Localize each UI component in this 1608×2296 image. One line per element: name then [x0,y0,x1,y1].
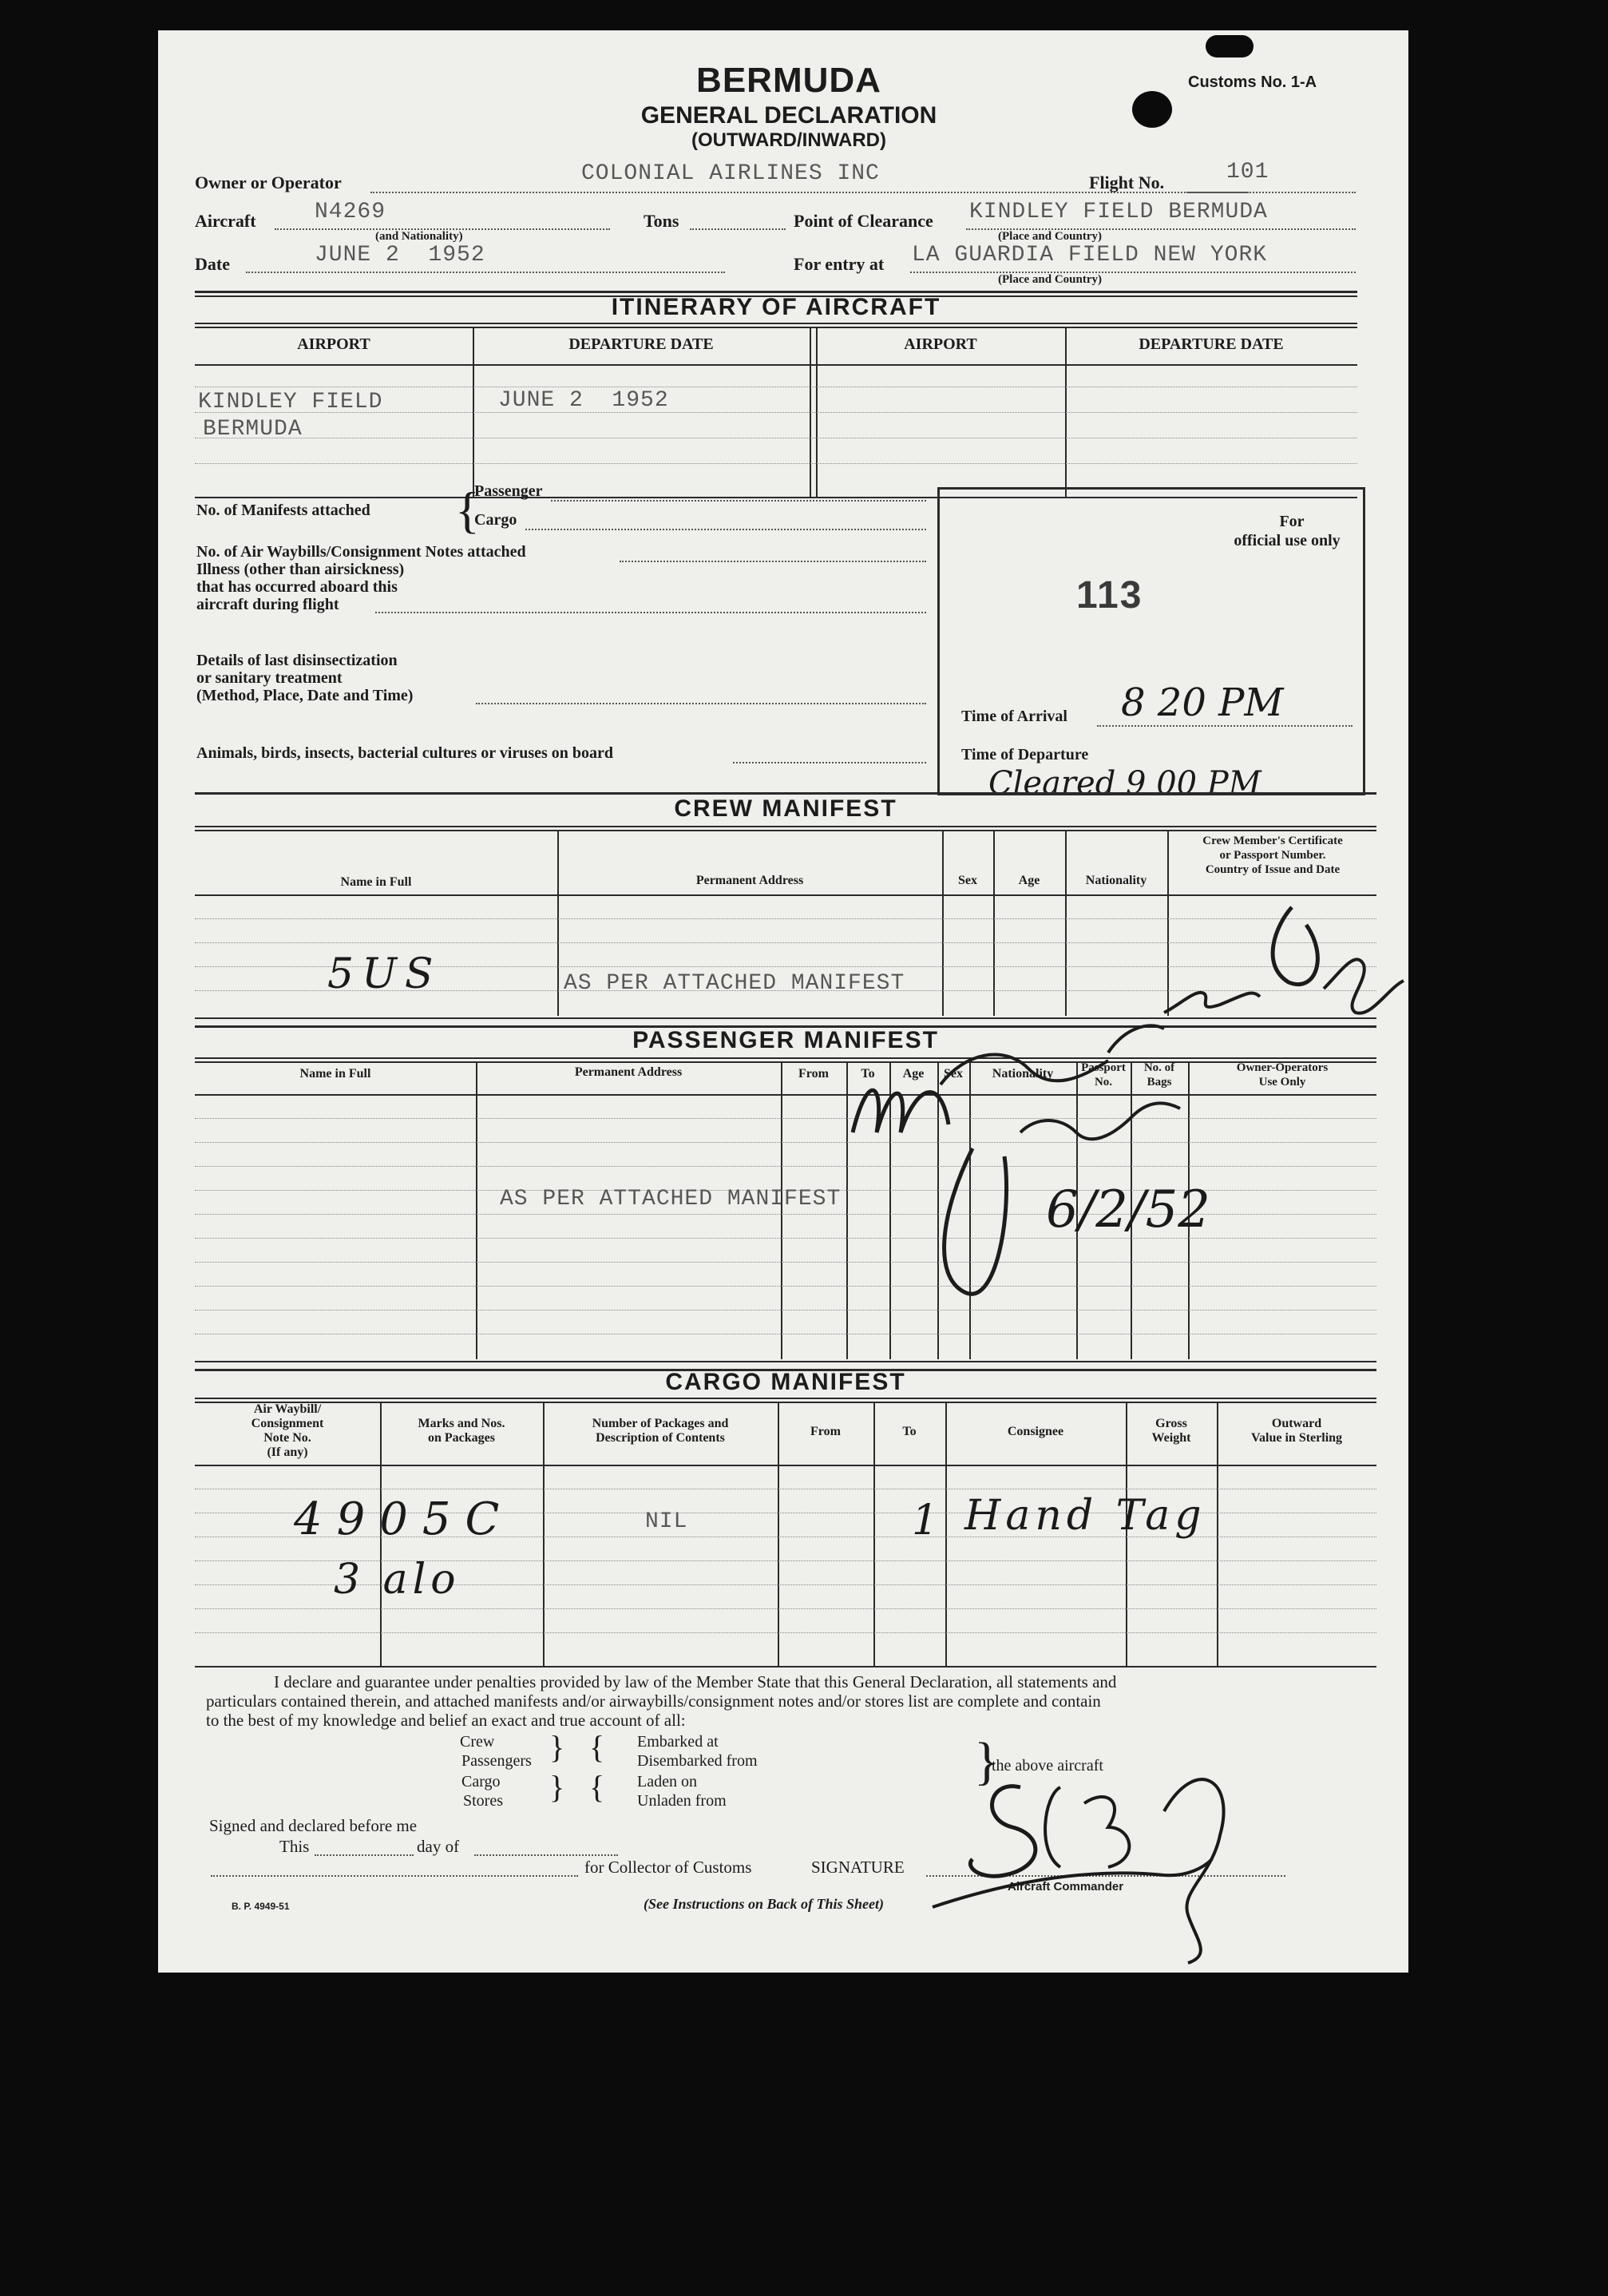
passenger-col-age: Age [902,1067,925,1081]
cargo-count-label: Cargo [474,511,517,529]
manifests-label: No. of Manifests attached [196,502,370,519]
place-note-1: (Place and Country) [998,230,1102,243]
crew-col-cert-1: Crew Member's Certificate [1202,835,1343,847]
form-number: Customs No. 1-A [1188,73,1317,91]
cargo-col-div [778,1402,779,1666]
nationality-note: (and Nationality) [375,230,463,243]
decl-brace-5: } [974,1732,1000,1790]
illness-line [375,612,926,613]
cargo-col-div [873,1402,875,1666]
cargo-col-div [945,1402,947,1666]
passenger-count-label: Passenger [474,482,543,500]
decl-unladen: Unladen from [637,1792,727,1810]
date-value: JUNE 2 1952 [315,243,485,268]
declaration-text-2: particulars contained therein, and attached manifests and/or airwaybills/consignment notes and/or stores list are complete and contain [206,1691,1101,1711]
crew-head-rule [195,826,1376,827]
form-direction: (OUTWARD/INWARD) [691,129,886,151]
passenger-col-owner-2: Use Only [1258,1076,1306,1089]
clearance-value: KINDLEY FIELD BERMUDA [969,200,1268,224]
decl-brace-4: { [589,1769,605,1805]
cargo-consignee-value: Hand Tag [964,1492,1206,1540]
form-title: BERMUDA [696,61,881,100]
itinerary-departure-value: JUNE 2 1952 [498,388,669,413]
itinerary-airport-2: BERMUDA [203,417,303,442]
departure-handwritten: Cleared 9 00 PM [988,765,1261,802]
flight-value: 101 [1226,160,1269,184]
cargo-col-number-1: Number of Packages and [592,1417,729,1430]
crew-col-sex: Sex [958,874,977,887]
waybills-line [620,561,926,562]
crew-col-name: Name in Full [340,875,412,889]
decl-above-aircraft: the above aircraft [992,1757,1103,1775]
decl-brace-1: } [549,1729,565,1765]
decl-day-line [474,1854,618,1856]
cargo-col-number-2: Description of Contents [596,1431,725,1445]
passenger-count-line [551,500,926,502]
passenger-address-value: AS PER ATTACHED MANIFEST [500,1187,842,1211]
cargo-col-to: To [902,1425,917,1438]
form-subtitle: GENERAL DECLARATION [640,102,937,129]
passenger-col-div [476,1062,477,1359]
date-line [246,272,725,273]
crew-title: CREW MANIFEST [674,795,897,822]
passenger-col-address: Permanent Address [574,1065,683,1079]
arrival-label: Time of Arrival [961,708,1067,725]
decl-disembarked: Disembarked from [637,1752,758,1770]
disinsect-label-2: or sanitary treatment [196,669,343,687]
cargo-count-line [525,529,926,530]
decl-commander: Aircraft Commander [1008,1880,1124,1894]
punch-hole [1206,35,1254,57]
crew-col-cert-3: Country of Issue and Date [1205,863,1341,876]
crew-col-address: Permanent Address [695,874,804,887]
entry-line [910,272,1356,273]
cargo-col-marks-1: Marks and Nos. [418,1417,505,1430]
cargo-col-waybill-3: Note No. [263,1431,311,1445]
itinerary-head-rule [195,323,1357,324]
cargo-col-marks-2: on Packages [428,1431,495,1445]
clearance-label: Point of Clearance [794,211,933,231]
crew-head-rule-2 [195,830,1376,831]
crew-top-rule [195,792,1376,795]
decl-brace-2: { [589,1729,605,1765]
tons-label: Tons [644,211,679,231]
official-use: official use only [1234,532,1341,549]
cargo-col-gross-1: Gross [1155,1417,1187,1430]
date-label: Date [195,254,230,274]
decl-this: This [279,1837,310,1856]
passenger-col-bags-2: Bags [1147,1076,1172,1089]
passenger-col-sex: Sex [944,1067,963,1081]
itinerary-col-airport-1: AIRPORT [297,335,370,353]
cargo-bottom-rule [195,1666,1376,1667]
cargo-row-rule [195,1632,1376,1633]
punch-hole [1132,91,1172,128]
decl-signature-label: SIGNATURE [811,1858,905,1877]
cargo-col-outward-2: Value in Sterling [1250,1431,1343,1445]
passenger-col-name: Name in Full [299,1067,371,1081]
illness-label-1: Illness (other than airsickness) [196,561,405,578]
itinerary-airport-1: KINDLEY FIELD [198,390,383,414]
itinerary-row-rule [195,463,1357,464]
manifests-brace: { [455,482,480,538]
declaration-sheet [158,30,1408,1973]
departure-time-label: Time of Departure [961,746,1089,763]
crew-count-handwritten: 5US [327,950,442,998]
flight-label: Flight No. [1089,172,1165,192]
flight-line [1186,192,1356,193]
itinerary-sub-rule [195,364,1357,366]
crew-col-div [557,831,559,1016]
waybills-label: No. of Air Waybills/Consignment Notes attached [196,543,526,561]
arrival-line [1097,725,1353,727]
cargo-col-consignee: Consignee [1007,1425,1064,1438]
illness-label-2: that has occurred aboard this [196,578,398,596]
passenger-col-from: From [798,1067,829,1081]
itinerary-col-departure-2: DEPARTURE DATE [1139,335,1284,353]
decl-day-of: day of [417,1837,460,1856]
crew-col-cert-2: or Passport Number. [1219,849,1326,862]
official-stamp-number: 113 [1076,574,1143,617]
commander-signature [925,1755,1244,1971]
entry-label: For entry at [794,254,885,274]
animals-label: Animals, birds, insects, bacterial cultures or viruses on board [196,744,614,762]
official-for: For [1279,513,1305,530]
passenger-title: PASSENGER MANIFEST [632,1027,939,1053]
cargo-col-from: From [810,1425,841,1438]
cargo-col-waybill-4: (If any) [267,1445,308,1459]
passenger-col-nationality: Nationality [992,1067,1054,1081]
passenger-col-bags-1: No. of [1143,1061,1175,1074]
passenger-col-to: To [861,1067,875,1081]
disinsect-label-1: Details of last disinsectization [196,652,398,669]
crew-col-age: Age [1018,874,1040,887]
cargo-head-rule [195,1398,1376,1399]
disinsect-line [476,703,926,704]
decl-passengers: Passengers [461,1752,532,1770]
passenger-col-passport-1: Passport [1081,1061,1126,1074]
cargo-col-gross-2: Weight [1151,1431,1191,1445]
animals-line [733,762,926,763]
decl-laden: Laden on [637,1773,697,1790]
disinsect-label-3: (Method, Place, Date and Time) [196,687,414,704]
cargo-to-value: 1 [912,1497,939,1545]
decl-this-line [315,1854,414,1856]
decl-collector-line [211,1875,578,1877]
cargo-title: CARGO MANIFEST [665,1369,906,1395]
arrival-handwritten: 8 20 PM [1121,680,1284,725]
decl-instructions: (See Instructions on Back of This Sheet) [644,1896,885,1912]
cargo-row-rule [195,1608,1376,1609]
decl-embarked: Embarked at [637,1733,719,1751]
place-note-2: (Place and Country) [998,273,1102,286]
cargo-waybill-handwritten-2: 3 alo [334,1556,461,1604]
tons-line [690,228,786,230]
decl-signed-before: Signed and declared before me [209,1816,418,1835]
cargo-sub-rule [195,1465,1376,1466]
decl-stores: Stores [463,1792,503,1810]
itinerary-col-departure-1: DEPARTURE DATE [568,335,714,353]
passenger-bottom-rule [195,1361,1376,1362]
decl-collector: for Collector of Customs [584,1858,752,1877]
cargo-col-waybill-2: Consignment [251,1417,324,1430]
decl-brace-3: } [549,1769,565,1805]
entry-value: LA GUARDIA FIELD NEW YORK [912,243,1268,268]
cargo-col-waybill-1: Air Waybill/ [253,1402,322,1416]
cargo-contents-value: NIL [645,1509,688,1534]
declaration-text-3: to the best of my knowledge and belief an exact and true account of all: [206,1711,686,1730]
passenger-col-owner-1: Owner-Operators [1236,1061,1329,1074]
owner-value: COLONIAL AIRLINES INC [581,161,880,186]
decl-print-code: B. P. 4949-51 [232,1901,290,1912]
aircraft-value: N4269 [315,200,386,224]
cargo-waybill-handwritten-1: 4905C [294,1493,514,1545]
crew-address-value: AS PER ATTACHED MANIFEST [564,971,905,996]
itinerary-title: ITINERARY OF AIRCRAFT [611,294,941,320]
declaration-text-1: I declare and guarantee under penalties provided by law of the Member State that this General Declaration, all statements and [274,1672,1117,1691]
itinerary-top-rule [195,291,1357,293]
crew-col-nationality: Nationality [1085,874,1147,887]
illness-label-3: aircraft during flight [196,596,339,613]
owner-label: Owner or Operator [195,172,342,192]
itinerary-head-rule-2 [195,327,1357,328]
inspector-signature [845,893,1436,1340]
decl-cargo: Cargo [461,1773,501,1790]
itinerary-col-airport-2: AIRPORT [904,335,977,353]
decl-crew: Crew [460,1733,495,1751]
cargo-col-outward-1: Outward [1271,1417,1322,1430]
aircraft-label: Aircraft [195,211,256,231]
passenger-inspector-date: 6/2/52 [1046,1180,1210,1239]
passenger-col-passport-2: No. [1094,1076,1113,1089]
